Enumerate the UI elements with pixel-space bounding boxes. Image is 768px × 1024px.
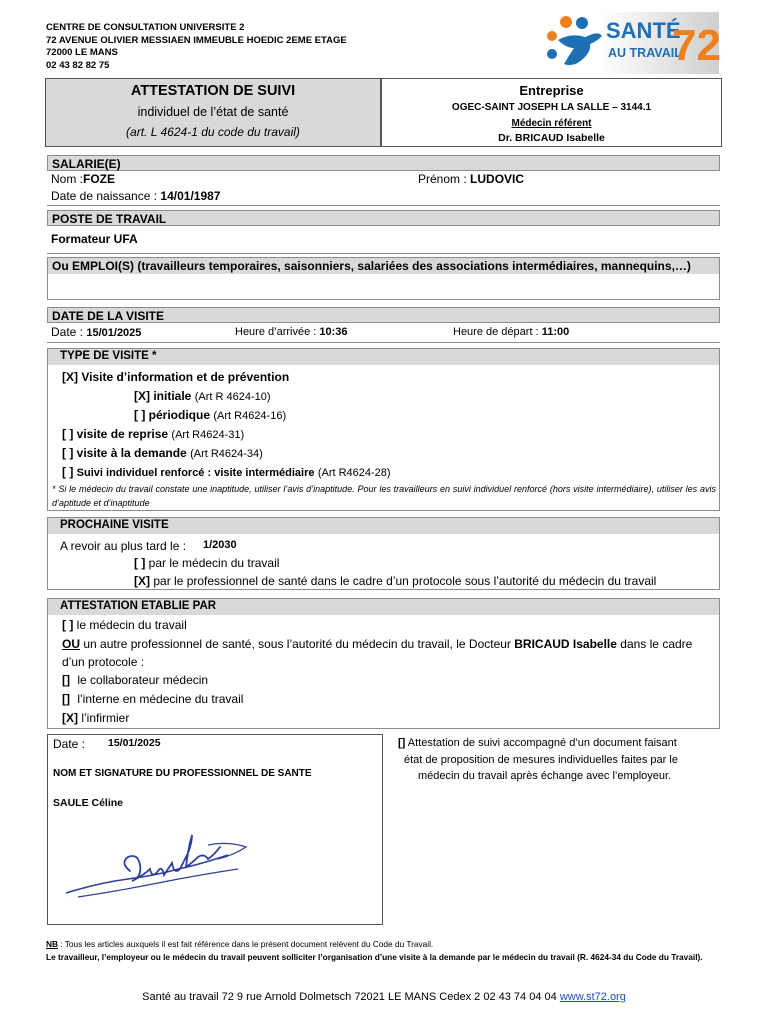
footer-address: Santé au travail 72 9 rue Arnold Dolmetsch 72021 LE MANS Cedex 2 02 43 74 04 04 xyxy=(142,991,557,1003)
checkbox-prochaine-medecin[interactable]: [ ] xyxy=(134,556,146,570)
depart-label: Heure de départ : xyxy=(453,326,539,338)
entreprise-box xyxy=(381,78,722,147)
footer-nb-label: NB xyxy=(46,939,58,949)
etablie-ou-line xyxy=(62,637,692,651)
signature-box xyxy=(47,734,383,925)
etablie-doctor: BRICAUD Isabelle xyxy=(514,637,617,651)
label-prochaine-professionnel: par le professionnel de santé dans le cadre d’un protocole sous l’autorité du médecin du travail xyxy=(153,574,657,588)
depart-row xyxy=(453,326,569,338)
side-note-line1 xyxy=(398,735,718,752)
revoir-value: 1/2030 xyxy=(203,539,237,551)
checkbox-etablie-interne[interactable]: [] xyxy=(62,692,70,706)
checkbox-demande[interactable]: [ ] xyxy=(62,446,74,460)
type-visite-item-periodique[interactable] xyxy=(134,408,286,422)
visite-date-label: Date : xyxy=(51,325,84,339)
side-note-text1: Attestation de suivi accompagné d’un document faisant xyxy=(407,737,677,749)
label-reprise: visite de reprise xyxy=(76,427,169,441)
emploi-header: Ou EMPLOI(S) (travailleurs temporaires, saisonniers, salariées des associations intermédiaires, mannequins,…) xyxy=(48,258,719,274)
center-phone: 02 43 82 82 75 xyxy=(46,59,110,71)
visite-bottom-line xyxy=(47,342,720,343)
type-visite-note: * Si le médecin du travail constate une inaptitude, utiliser l’avis d’inaptitude. Pour les travailleurs en suivi individuel renforcé (hors visite intermédiaire), utiliser les avis d’aptitude et d’inaptitude xyxy=(52,484,716,508)
checkbox-etablie-collaborateur[interactable]: [] xyxy=(62,673,70,687)
ref-reprise: (Art R4624-31) xyxy=(171,429,245,441)
type-visite-item-renforce[interactable] xyxy=(62,465,391,479)
type-visite-item-initiale[interactable] xyxy=(134,389,271,403)
attestation-subtitle: individuel de l’état de santé xyxy=(137,105,289,119)
etablie-header: ATTESTATION ETABLIE PAR xyxy=(48,599,719,615)
arrivee-value: 10:36 xyxy=(319,326,348,338)
checkbox-initiale[interactable]: [X] xyxy=(134,389,150,403)
checkbox-etablie-medecin[interactable]: [ ] xyxy=(62,618,74,632)
footer-url-link[interactable]: www.st72.org xyxy=(559,991,626,1003)
footer-nb-text: : Tous les articles auxquels il est fait référence dans le présent document relèvent du Code du Travail. xyxy=(57,939,434,949)
checkbox-prochaine-professionnel[interactable]: [X] xyxy=(134,574,150,588)
label-etablie-interne: l’interne en médecine du travail xyxy=(77,692,244,706)
poste-bottom-line xyxy=(47,253,720,254)
center-street: 72 AVENUE OLIVIER MESSIAEN IMMEUBLE HOEDIC 2EME ETAGE xyxy=(46,34,347,46)
label-prochaine-medecin: par le médecin du travail xyxy=(148,556,280,570)
logo-sante-text: SANTÉ xyxy=(606,18,681,43)
depart-value: 11:00 xyxy=(541,326,570,338)
visite-header: DATE DE LA VISITE xyxy=(47,307,720,323)
nom-row xyxy=(51,172,115,186)
handwritten-signature xyxy=(58,825,258,915)
medecin-referent-name: Dr. BRICAUD Isabelle xyxy=(498,132,605,144)
type-visite-header: TYPE DE VISITE * xyxy=(48,349,719,365)
prochaine-box xyxy=(47,517,720,590)
prochaine-header: PROCHAINE VISITE xyxy=(48,518,719,534)
ref-demande: (Art R4624-34) xyxy=(190,448,263,460)
type-visite-item-prevention[interactable] xyxy=(62,370,289,384)
footer-notes xyxy=(46,938,726,963)
visite-date-value: 15/01/2025 xyxy=(86,327,142,339)
poste-header: POSTE DE TRAVAIL xyxy=(47,210,720,226)
ref-initiale: (Art R 4624-10) xyxy=(194,391,271,403)
checkbox-renforce[interactable]: [ ] xyxy=(62,465,74,479)
etablie-option-interne[interactable] xyxy=(62,692,243,706)
logo-au-travail-text: AU TRAVAIL xyxy=(608,46,682,60)
etablie-option-infirmier[interactable] xyxy=(62,711,129,725)
etablie-ou-text-c: d’un protocole : xyxy=(62,655,145,669)
people-icon xyxy=(544,14,606,72)
signature-date-label: Date : xyxy=(53,737,86,751)
prochaine-option-medecin[interactable] xyxy=(134,556,279,570)
center-city: 72000 LE MANS xyxy=(46,47,118,58)
revoir-label: A revoir au plus tard le : xyxy=(60,539,187,553)
etablie-ou: OU xyxy=(62,637,80,651)
footer-nb-line xyxy=(46,938,726,951)
salarie-bottom-line xyxy=(47,205,720,206)
prenom-label: Prénom : xyxy=(418,172,467,186)
nom-value: FOZE xyxy=(83,172,116,186)
naissance-value: 14/01/1987 xyxy=(160,189,221,203)
checkbox-periodique[interactable]: [ ] xyxy=(134,408,146,422)
side-note-line3: médecin du travail après échange avec l’employeur. xyxy=(418,770,672,782)
prochaine-option-professionnel[interactable] xyxy=(134,574,656,588)
salarie-header: SALARIE(E) xyxy=(47,155,720,171)
nom-label: Nom : xyxy=(51,172,84,186)
center-name: CENTRE DE CONSULTATION UNIVERSITE 2 xyxy=(46,22,245,33)
attestation-title-box xyxy=(45,78,381,147)
label-demande: visite à la demande xyxy=(76,446,187,460)
label-initiale: initiale xyxy=(153,389,192,403)
side-note-line2: état de proposition de mesures individuelles faites par le xyxy=(404,753,678,766)
label-etablie-infirmier: l’infirmier xyxy=(81,711,130,725)
prenom-row xyxy=(418,172,524,186)
prenom-value: LUDOVIC xyxy=(470,172,525,186)
naissance-row xyxy=(51,189,220,203)
label-etablie-medecin: le médecin du travail xyxy=(76,618,187,632)
signature-name: SAULE Céline xyxy=(53,797,124,809)
label-periodique: périodique xyxy=(148,408,211,422)
type-visite-item-reprise[interactable] xyxy=(62,427,244,441)
arrivee-label: Heure d’arrivée : xyxy=(235,326,317,338)
entreprise-name: OGEC-SAINT JOSEPH LA SALLE – 3144.1 xyxy=(451,102,652,113)
attestation-title: ATTESTATION DE SUIVI xyxy=(130,83,296,99)
etablie-option-collaborateur[interactable] xyxy=(62,673,208,687)
type-visite-item-demande[interactable] xyxy=(62,446,263,460)
naissance-label: Date de naissance : xyxy=(51,189,158,203)
ref-periodique: (Art R4624-16) xyxy=(213,410,287,422)
etablie-ou-text-b: dans le cadre xyxy=(616,637,693,651)
label-prevention: Visite d’information et de prévention xyxy=(81,370,290,384)
checkbox-reprise[interactable]: [ ] xyxy=(62,427,74,441)
signature-date-value: 15/01/2025 xyxy=(108,737,161,749)
entreprise-label: Entreprise xyxy=(519,83,584,98)
checkbox-prevention[interactable]: [X] xyxy=(62,370,78,384)
attestation-article: (art. L 4624-1 du code du travail) xyxy=(126,125,300,139)
label-renforce: Suivi individuel renforcé : visite intermédiaire xyxy=(76,467,315,479)
visite-date-row xyxy=(51,325,141,339)
center-address xyxy=(46,22,347,72)
signature-title: NOM ET SIGNATURE DU PROFESSIONNEL DE SANTE xyxy=(53,768,312,779)
side-note xyxy=(398,735,718,785)
ref-renforce: (Art R4624-28) xyxy=(317,467,391,479)
label-etablie-collaborateur: le collaborateur médecin xyxy=(77,673,209,687)
type-visite-box xyxy=(47,348,720,511)
etablie-option-medecin[interactable] xyxy=(62,618,187,632)
logo-number: 72 xyxy=(672,21,721,70)
poste-value: Formateur UFA xyxy=(51,232,138,246)
footer-bold-text: Le travailleur, l’employeur ou le médecin du travail peuvent solliciter l’organisation d’une visite à la demande par le médecin du travail (R. 4624-34 du Code du Travail). xyxy=(46,951,703,962)
etablie-box xyxy=(47,598,720,729)
emploi-box xyxy=(47,257,720,300)
etablie-ou-text-a: un autre professionnel de santé, sous l’autorité du médecin du travail, le Docteur xyxy=(80,637,515,651)
medecin-referent-label: Médecin référent xyxy=(511,118,592,129)
checkbox-side-note[interactable]: [] xyxy=(398,737,406,749)
sante-au-travail-logo xyxy=(544,12,719,74)
arrivee-row xyxy=(235,326,348,338)
checkbox-etablie-infirmier[interactable]: [X] xyxy=(62,711,78,725)
footer-address-row xyxy=(0,991,768,1003)
